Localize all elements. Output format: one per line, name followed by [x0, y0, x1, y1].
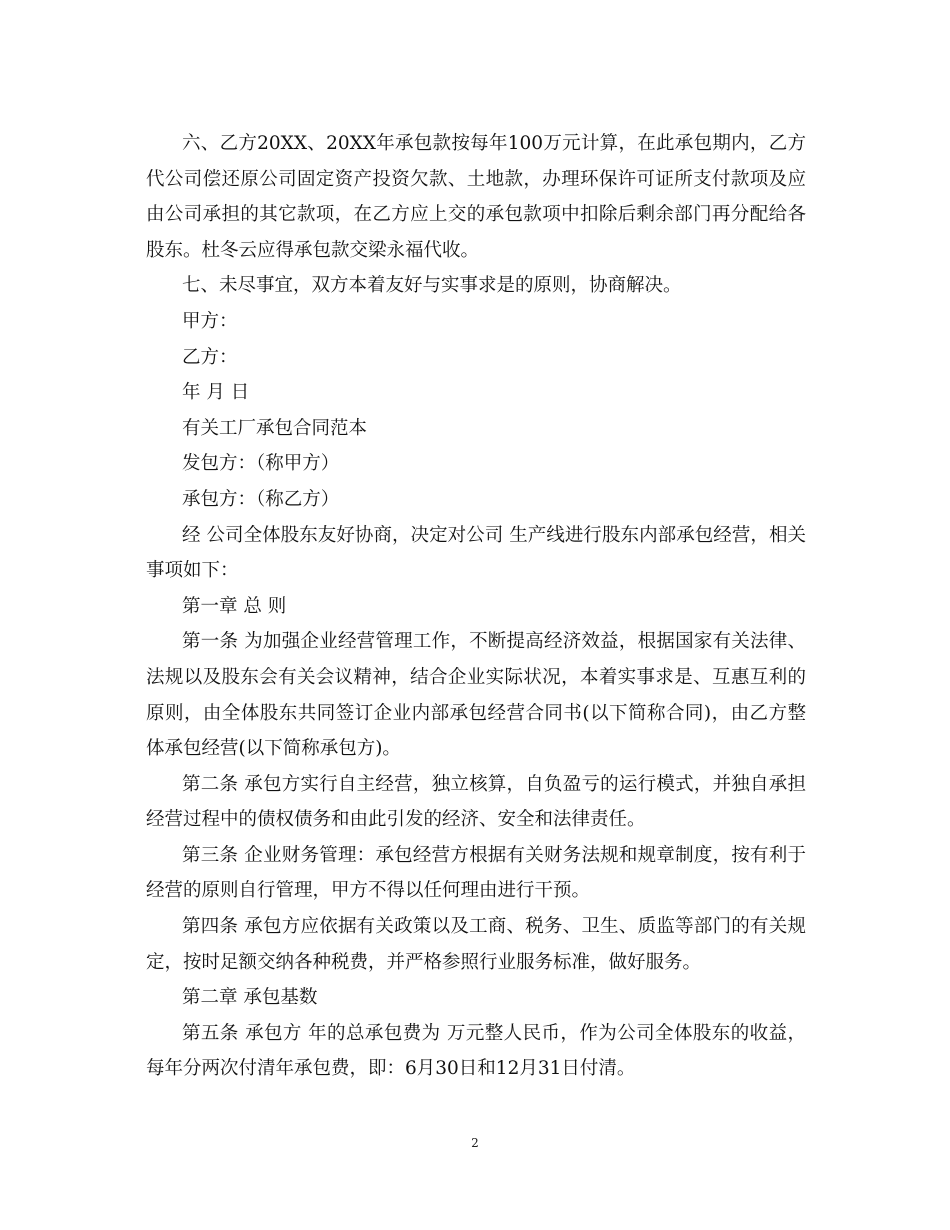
- paragraph-article-six: 六、乙方20XX、20XX年承包款按每年100万元计算，在此承包期内，乙方代公司偿还原公司固定资产投资欠款、土地款，办理环保许可证所支付款项及应由公司承担的其它款项，在乙方应上交的承包款项中扣除后剩余部门再分配给各股东。杜冬云应得承包款交梁永福代收。: [146, 133, 806, 261]
- signature-date: 年 月 日: [182, 382, 250, 404]
- signature-party-a: 甲方：: [182, 310, 238, 332]
- article-five: 第五条 承包方 年的总承包费为 万元整人民币，作为公司全体股东的收益，每年分两次付清年承包费，即：6月30日和12月31日付清。: [146, 1022, 806, 1080]
- contractor-recipient: 承包方：（称乙方）: [182, 488, 340, 510]
- article-two: 第二条 承包方实行自主经营，独立核算，自负盈亏的运行模式，并独自承担经营过程中的债权债务和由此引发的经济、安全和法律责任。: [146, 773, 806, 831]
- page-number: 2: [471, 1136, 479, 1150]
- document-body: [146, 126, 806, 1087]
- article-four: 第四条 承包方应依据有关政策以及工商、税务、卫生、质监等部门的有关规定，按时足额交纳各种税费，并严格参照行业服务标准，做好服务。: [146, 916, 806, 973]
- article-three: 第三条 企业财务管理：承包经营方根据有关财务法规和规章制度，按有利于经营的原则自行管理，甲方不得以任何理由进行干预。: [146, 844, 806, 902]
- paragraph-intro: 经 公司全体股东友好协商，决定对公司 生产线进行股东内部承包经营，相关事项如下：: [146, 524, 806, 582]
- article-one: 第一条 为加强企业经营管理工作，不断提高经济效益，根据国家有关法律、法规以及股东会有关会议精神，结合企业实际状况，本着实事求是、互惠互利的原则，由全体股东共同签订企业内部承包经营合同书(以下简称合同)，由乙方整体承包经营(以下简称承包方)。: [146, 631, 806, 760]
- section-title: 有关工厂承包合同范本: [182, 417, 368, 439]
- signature-party-b: 乙方：: [182, 346, 238, 368]
- paragraph-article-seven: 七、未尽事宜，双方本着友好与实事求是的原则，协商解决。: [182, 275, 682, 297]
- chapter-one-heading: 第一章 总 则: [182, 595, 287, 617]
- chapter-two-heading: 第二章 承包基数: [182, 987, 318, 1009]
- contractor-issuer: 发包方：（称甲方）: [182, 453, 340, 475]
